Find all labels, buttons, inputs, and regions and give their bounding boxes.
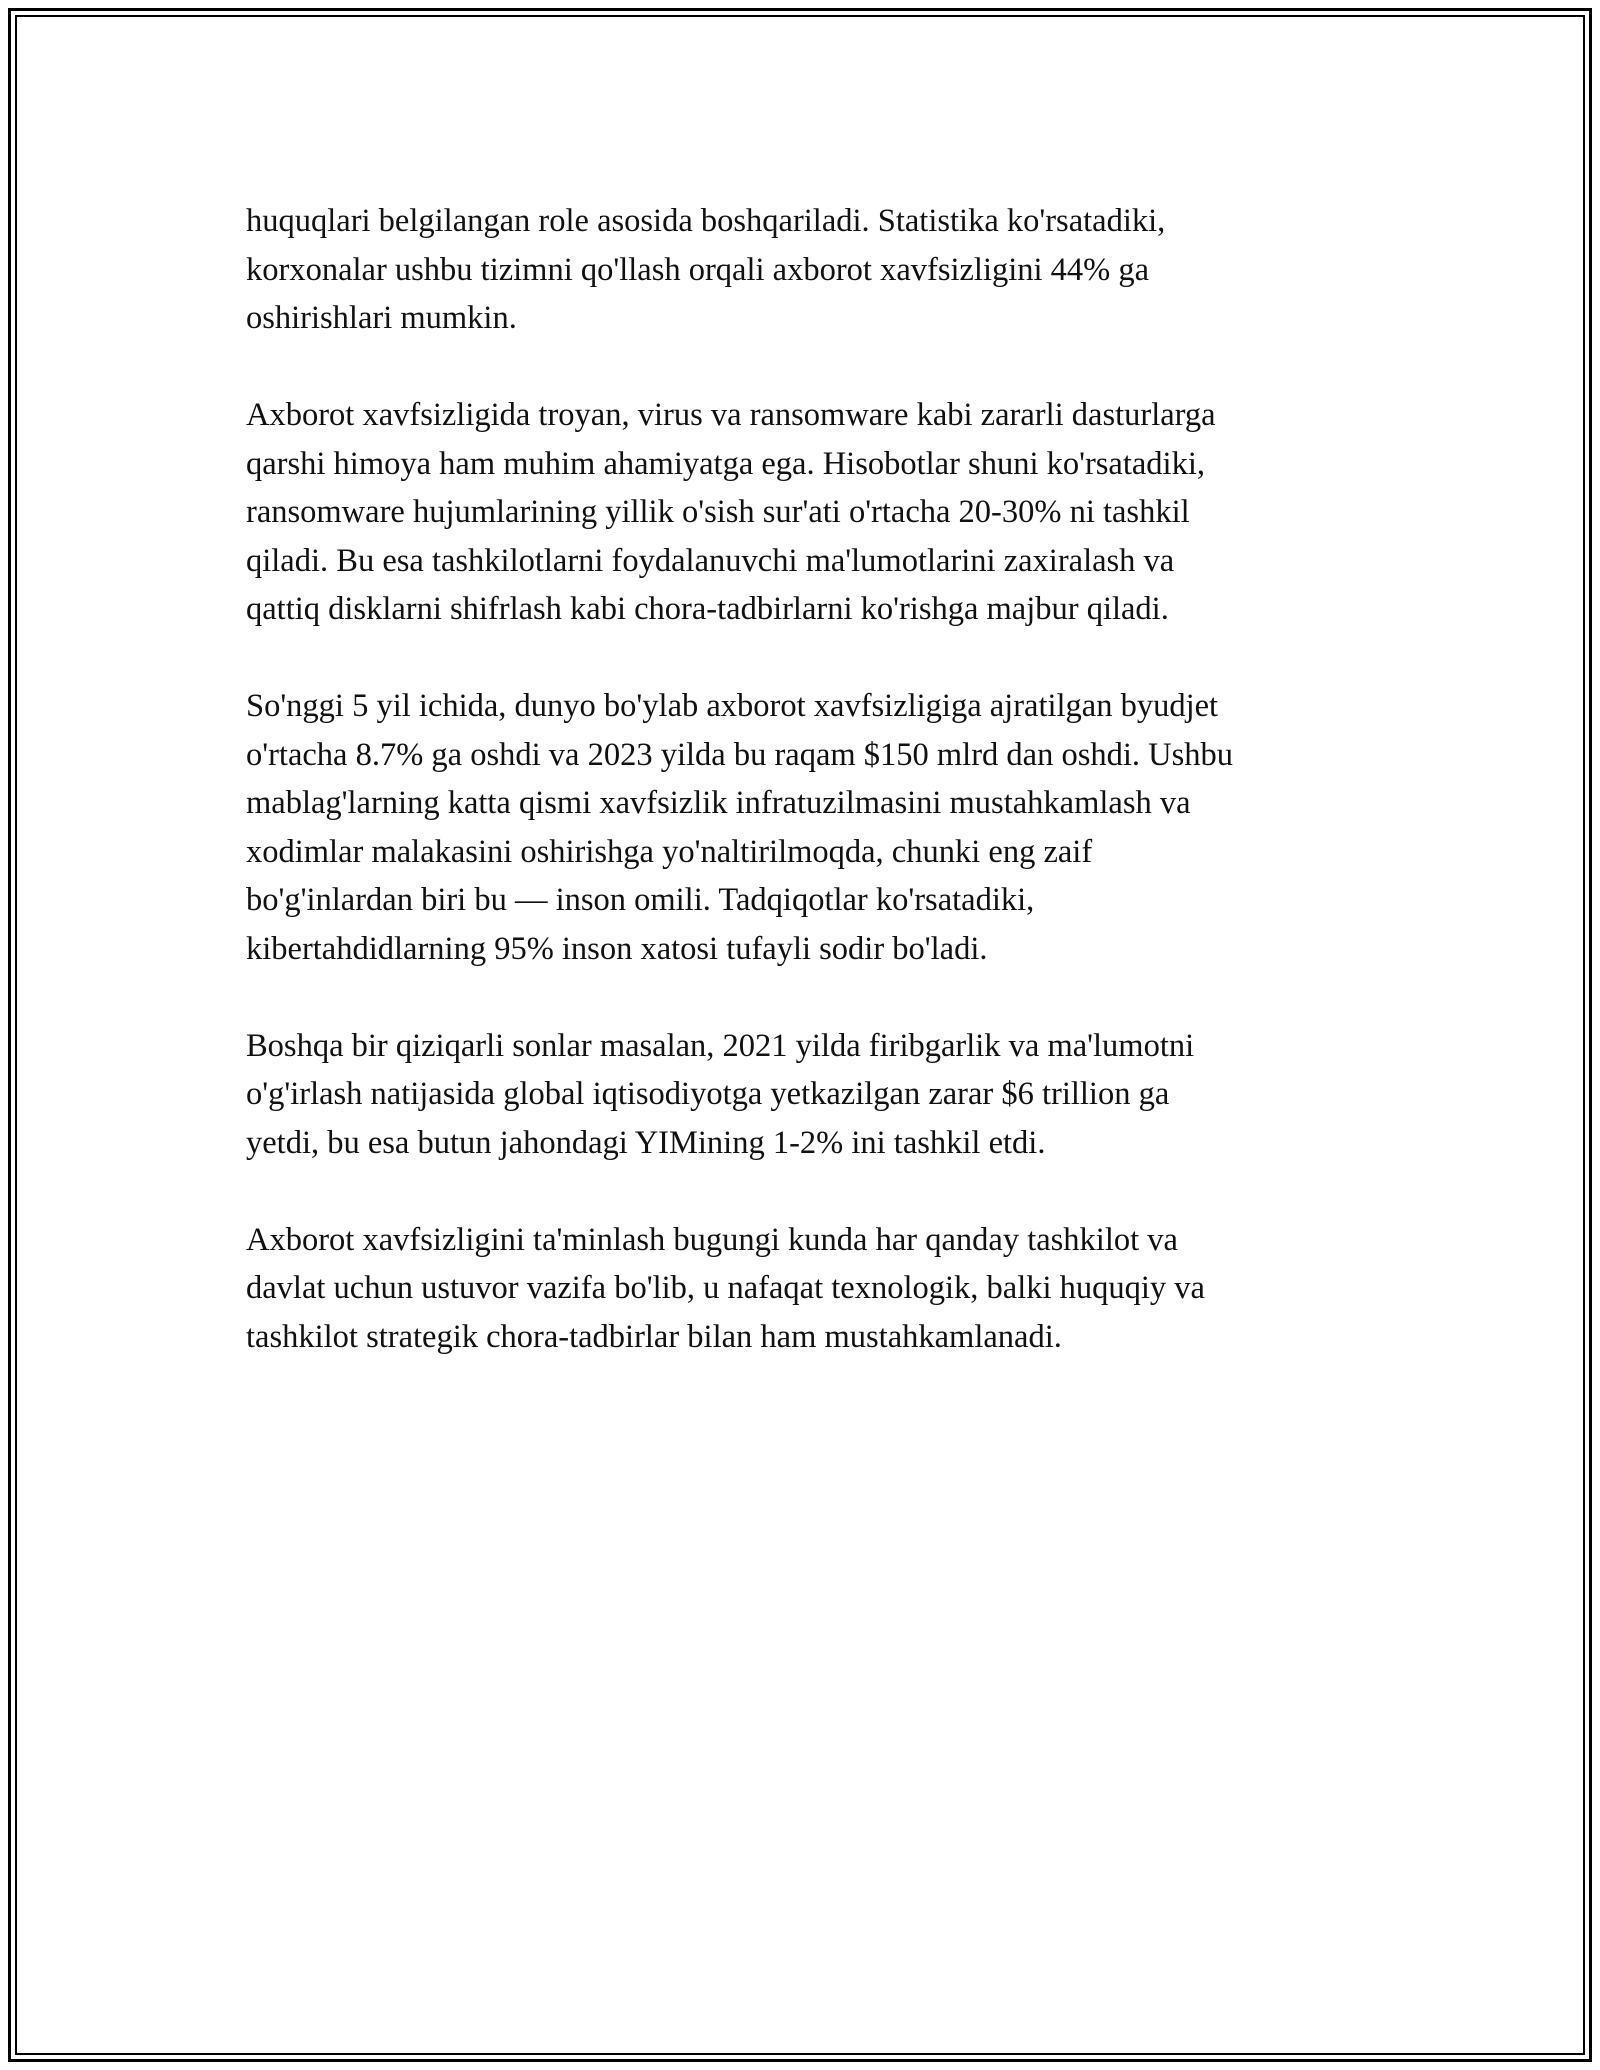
- paragraph-conclusion: [246, 1216, 1376, 1362]
- text-line: qiladi. Bu esa tashkilotlarni foydalanuvchi ma'lumotlarini zaxiralash va: [246, 542, 1175, 579]
- document-body: [246, 197, 1376, 1410]
- text-line: o'g'irlash natijasida global iqtisodiyotga yetkazilgan zarar $6 trillion ga: [246, 1076, 1170, 1112]
- text-line: o'rtacha 8.7% ga oshdi va 2023 yilda bu raqam $150 mlrd dan oshdi. Ushbu: [246, 736, 1233, 773]
- text-line: oshirishlari mumkin.: [246, 300, 517, 336]
- text-line: tashkilot strategik chora-tadbirlar bilan ham mustahkamlanadi.: [246, 1318, 1062, 1355]
- text-line: kibertahdidlarning 95% inson xatosi tufayli sodir bo'ladi.: [246, 930, 988, 967]
- text-line: yetdi, bu esa butun jahondagi YIMining 1-2% ini tashkil etdi.: [246, 1124, 1046, 1161]
- text-line: mablag'larning katta qismi xavfsizlik infratuzilmasini mustahkamlash va: [246, 785, 1191, 821]
- page-border: [8, 8, 1592, 2062]
- text-line: korxonalar ushbu tizimni qo'llash orqali axborot xavfsizligini 44% ga: [246, 251, 1150, 288]
- text-line: So'nggi 5 yil ichida, dunyo bo'ylab axborot xavfsizligiga ajratilgan byudjet: [246, 688, 1219, 724]
- text-line: huquqlari belgilangan role asosida boshqariladi. Statistika ko'rsatadiki,: [246, 203, 1166, 239]
- text-line: Axborot xavfsizligini ta'minlash bugungi kunda har qanday tashkilot va: [246, 1221, 1178, 1258]
- text-line: davlat uchun ustuvor vazifa bo'lib, u nafaqat texnologik, balki huquqiy va: [246, 1270, 1205, 1306]
- text-line: ransomware hujumlarining yillik o'sish sur'ati o'rtacha 20-30% ni tashkil: [246, 494, 1190, 530]
- paragraph-fraud-losses: [246, 1022, 1376, 1168]
- text-line: xodimlar malakasini oshirishga yo'naltirilmoqda, chunki eng zaif: [246, 833, 1093, 870]
- text-line: Axborot xavfsizligida troyan, virus va ransomware kabi zararli dasturlarga: [246, 397, 1216, 433]
- paragraph-role-based-access: [246, 197, 1376, 343]
- text-line: Boshqa bir qiziqarli sonlar masalan, 2021 yilda firibgarlik va ma'lumotni: [246, 1027, 1195, 1064]
- paragraph-malware-protection: [246, 391, 1376, 634]
- paragraph-security-budget: [246, 682, 1376, 973]
- text-line: bo'g'inlardan biri bu — inson omili. Tadqiqotlar ko'rsatadiki,: [246, 882, 1035, 918]
- text-line: qattiq disklarni shifrlash kabi chora-tadbirlarni ko'rishga majbur qiladi.: [246, 591, 1169, 627]
- text-line: qarshi himoya ham muhim ahamiyatga ega. Hisobotlar shuni ko'rsatadiki,: [246, 445, 1205, 482]
